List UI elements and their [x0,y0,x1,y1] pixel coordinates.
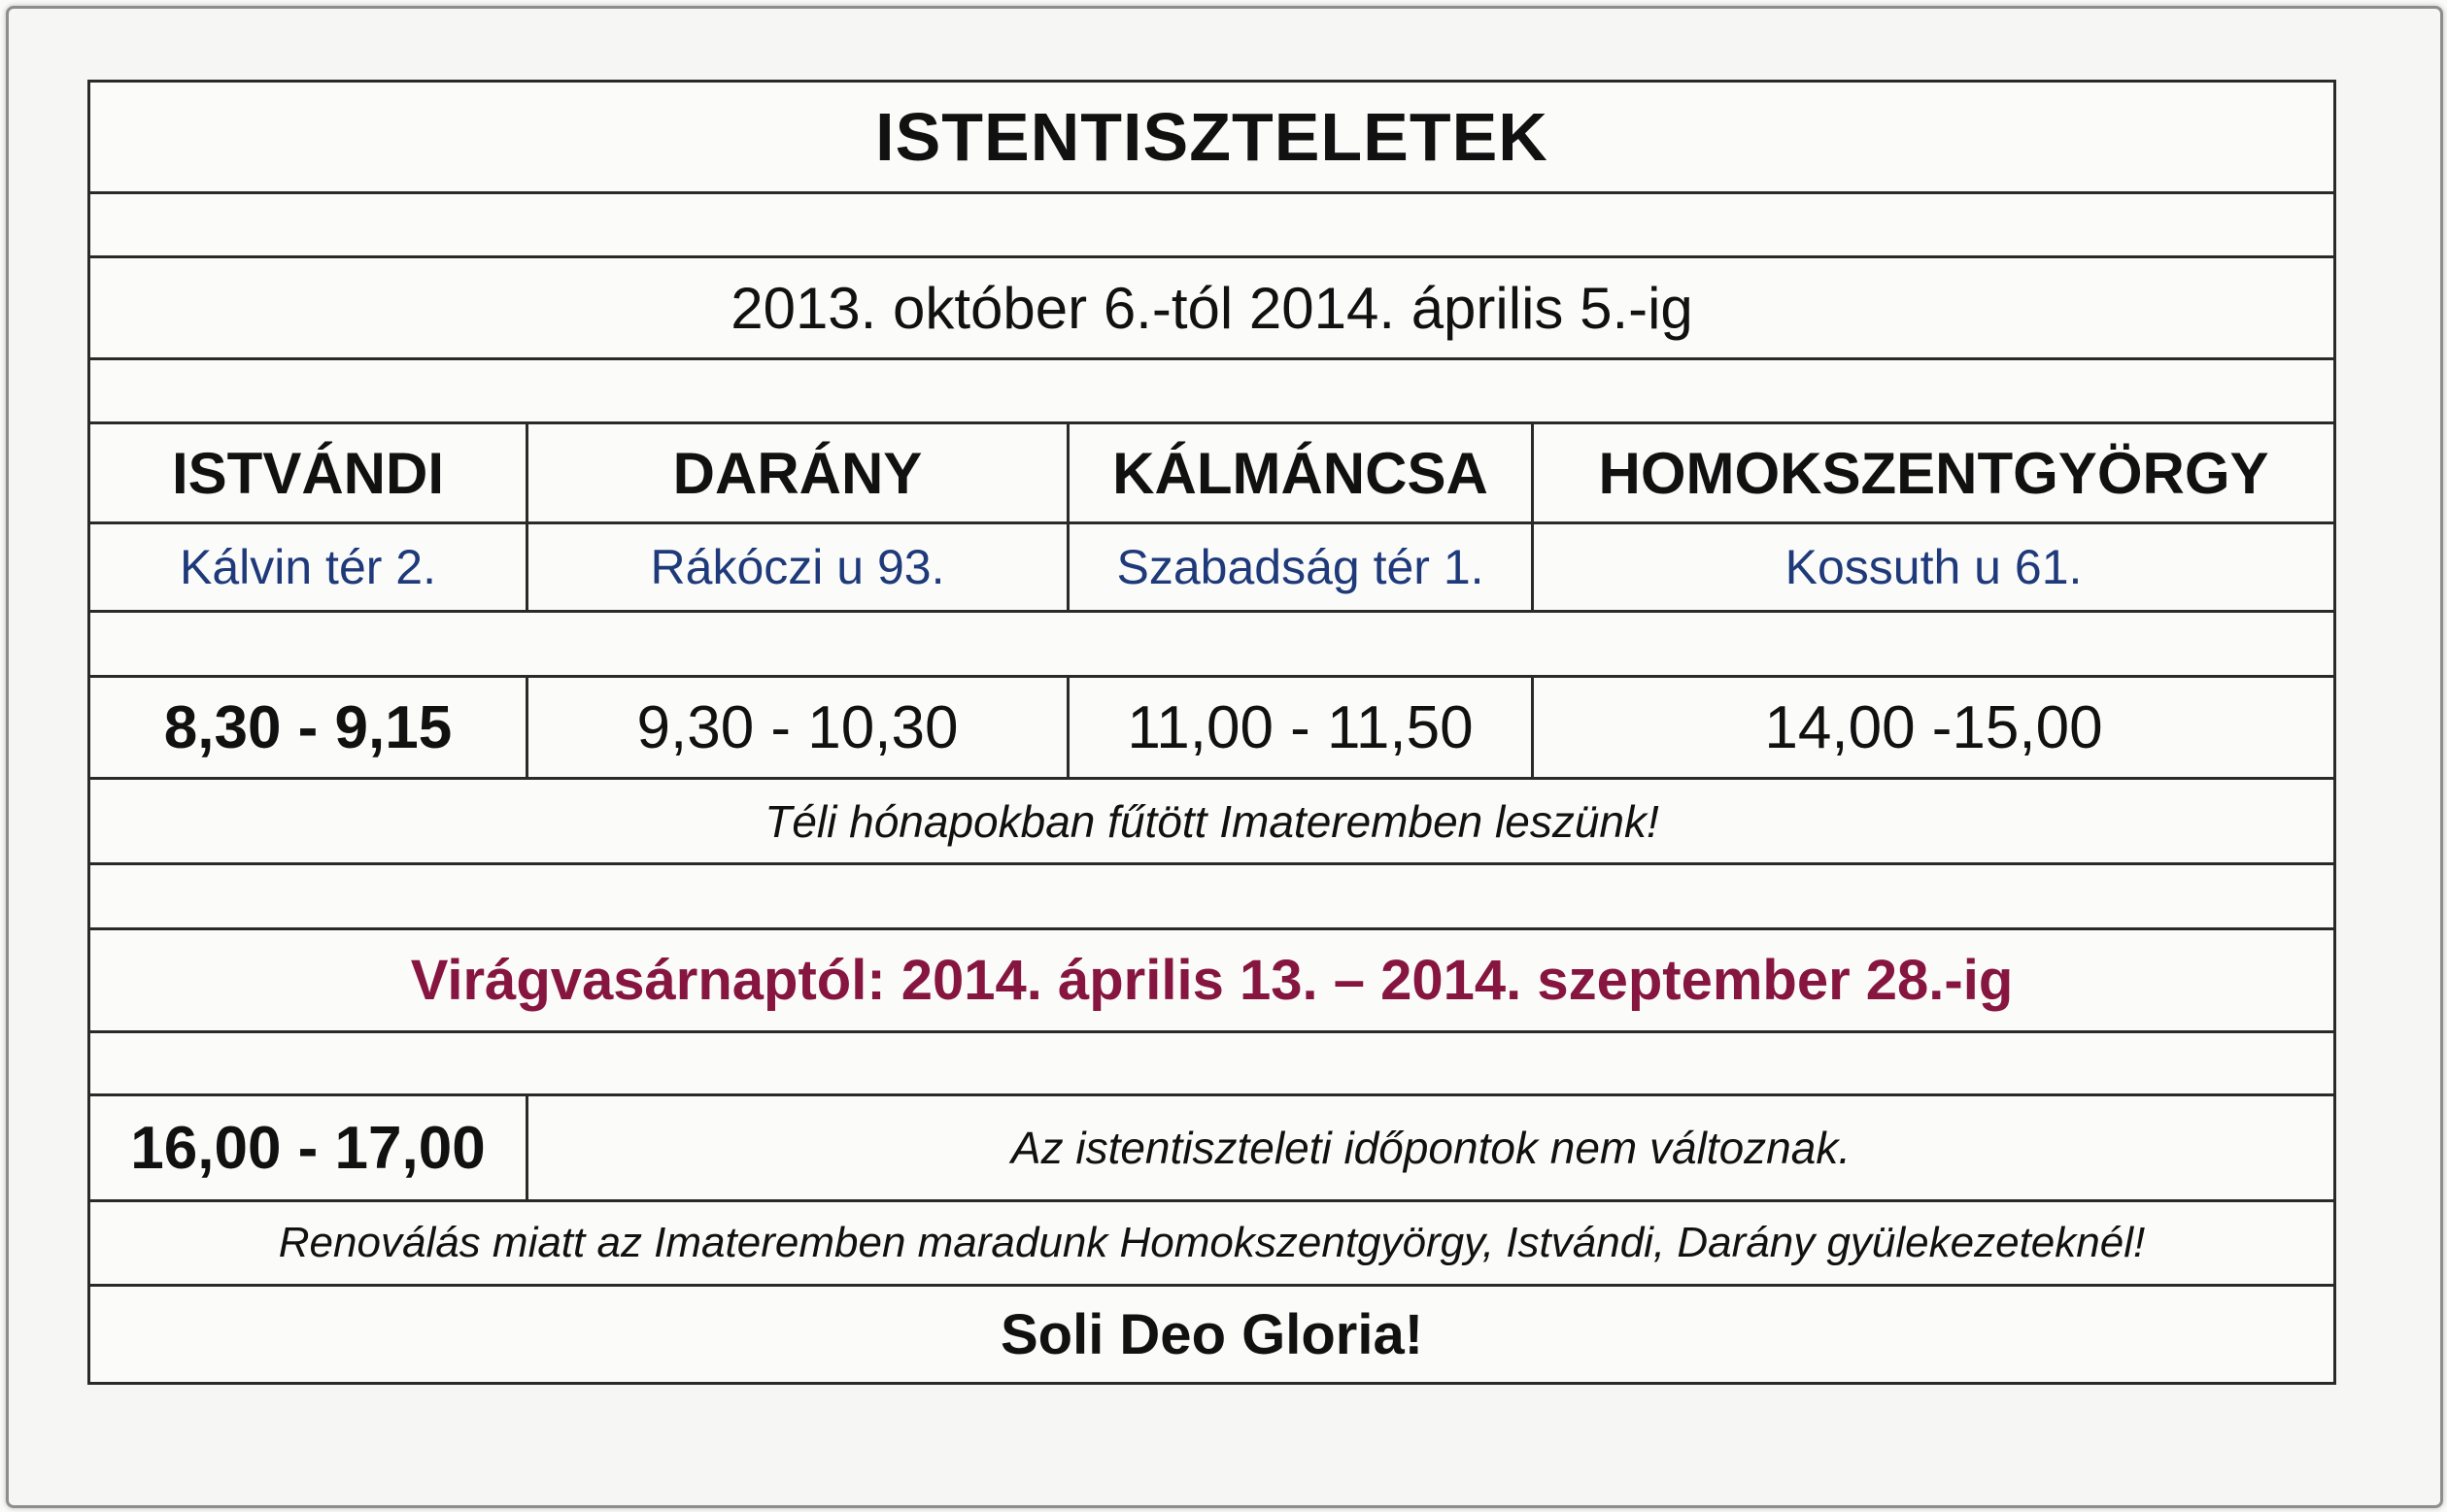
parish-address-row [89,523,2335,612]
parish-address: Rákóczi u 93. [527,523,1069,612]
parish-address: Kossuth u 61. [1533,523,2335,612]
summer-period: Virágvasárnaptól: 2014. április 13. – 2014. szeptember 28.-ig [89,929,2335,1032]
closing-text: Soli Deo Gloria! [89,1286,2335,1384]
parish-name: KÁLMÁNCSA [1069,423,1533,523]
empty-cell [89,359,2335,423]
parish-address: Kálvin tér 2. [89,523,527,612]
parish-name: HOMOKSZENTGYÖRGY [1533,423,2335,523]
renovation-note: Renoválás miatt az Imateremben maradunk Homokszentgyörgy, Istvándi, Darány gyülekezeteknél! [89,1201,2335,1286]
service-time: 11,00 - 11,50 [1069,677,1533,779]
spacer-row [89,1032,2335,1095]
empty-cell [89,612,2335,677]
empty-cell [89,193,2335,257]
service-schedule-table [87,80,2336,1385]
summer-service-time: 16,00 - 17,00 [89,1095,527,1201]
parish-name: ISTVÁNDI [89,423,527,523]
page-title: ISTENTISZTELETEK [89,82,2335,193]
parish-address: Szabadság tér 1. [1069,523,1533,612]
closing-row [89,1286,2335,1384]
empty-cell [89,864,2335,929]
parish-name: DARÁNY [527,423,1069,523]
spacer-row [89,864,2335,929]
title-row [89,82,2335,193]
spacer-row [89,359,2335,423]
service-time: 14,00 -15,00 [1533,677,2335,779]
spacer-row [89,612,2335,677]
parish-name-row [89,423,2335,523]
empty-cell [89,1032,2335,1095]
winter-period-row [89,257,2335,359]
spacer-row [89,193,2335,257]
winter-note-row [89,779,2335,864]
summer-period-row [89,929,2335,1032]
summer-time-row [89,1095,2335,1201]
winter-note: Téli hónapokban fűtött Imateremben leszünk! [89,779,2335,864]
service-time: 8,30 - 9,15 [89,677,527,779]
service-time-row [89,677,2335,779]
renovation-row [89,1201,2335,1286]
summer-note: Az istentiszteleti időpontok nem változnak. [527,1095,2335,1201]
winter-period: 2013. október 6.-tól 2014. április 5.-ig [89,257,2335,359]
service-time: 9,30 - 10,30 [527,677,1069,779]
